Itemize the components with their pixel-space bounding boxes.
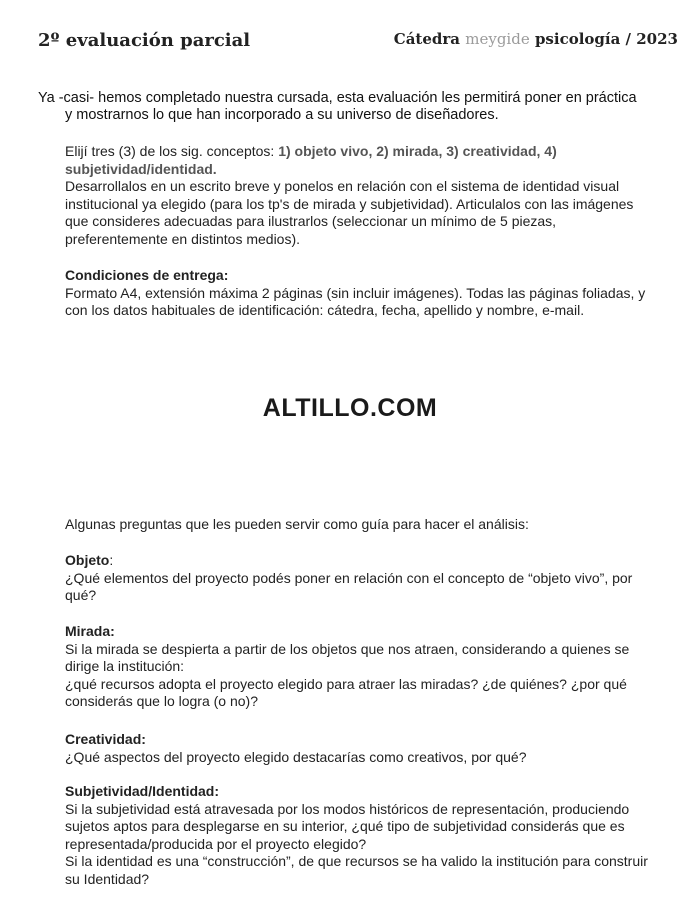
guide-intro: Algunas preguntas que les pueden servir como guía para hacer el análisis: <box>65 516 529 532</box>
creatividad-body: ¿Qué aspectos del proyecto elegido destacarías como creativos, por qué? <box>65 748 527 765</box>
mirada-section <box>65 623 655 711</box>
course-suffix: psicología / 2023 <box>534 30 678 48</box>
subjetividad-section <box>65 783 655 888</box>
intro-paragraph <box>38 90 658 124</box>
mirada-title: Mirada: <box>65 623 115 639</box>
objeto-colon: : <box>109 552 114 568</box>
task-concepts: 1) objeto vivo, 2) mirada, 3) creatividad, 4) subjetividad/identidad. <box>65 143 557 177</box>
intro-line-2: y mostrarnos lo que han incorporado a su universo de diseñadores. <box>65 107 499 123</box>
document-title: 2º evaluación parcial <box>38 30 251 51</box>
conditions-title: Condiciones de entrega: <box>65 267 229 283</box>
subjetividad-body-1: Si la subjetividad está atravesada por los modos históricos de representación, produciendo sujetos aptos para desplegarse en su interior, ¿qué tipo de subjetividad considerás que es representada/producida por el proyecto elegido? <box>65 800 630 852</box>
objeto-body: ¿Qué elementos del proyecto podés poner en relación con el concepto de “objeto vivo”, por qué? <box>65 569 633 603</box>
mirada-body-2: ¿qué recursos adopta el proyecto elegido para atraer las miradas? ¿de quiénes? ¿por qué considerás que lo logra (o no)? <box>65 675 627 709</box>
course-prefix: Cátedra <box>393 30 461 48</box>
course-header <box>394 30 678 48</box>
creatividad-section <box>65 731 655 766</box>
mirada-body-1: Si la mirada se despierta a partir de los objetos que nos atraen, considerando a quienes se dirige la institución: <box>65 640 630 674</box>
task-paragraph <box>65 143 655 248</box>
task-body: Desarrollalos en un escrito breve y ponelos en relación con el sistema de identidad visual institucional ya elegido (para los tp's de mirada y subjetividad). Articulalos con las imágenes que consideres adecuadas para ilustrarlos (seleccionar un mínimo de 5 piezas, preferentemente en distintos medios). <box>65 178 634 247</box>
conditions-body: Formato A4, extensión máxima 2 páginas (sin incluir imágenes). Todas las páginas foliadas, y con los datos habituales de identificación: cátedra, fecha, apellido y nombre, e-mail. <box>65 284 646 318</box>
task-lead: Elijí tres (3) de los sig. conceptos: <box>65 143 279 159</box>
objeto-section <box>65 552 655 605</box>
conditions-section <box>65 267 655 320</box>
creatividad-title: Creatividad: <box>65 731 146 747</box>
objeto-title: Objeto <box>65 552 110 568</box>
intro-line-1: Ya -casi- hemos completado nuestra cursada, esta evaluación les permitirá poner en práctica <box>38 90 637 106</box>
subjetividad-title: Subjetividad/Identidad: <box>65 783 220 799</box>
subjetividad-body-2: Si la identidad es una “construcción”, de que recursos se ha valido la institución para construir su Identidad? <box>65 853 648 887</box>
course-brand: meygide <box>465 30 530 48</box>
watermark-text: ALTILLO.COM <box>262 394 438 422</box>
